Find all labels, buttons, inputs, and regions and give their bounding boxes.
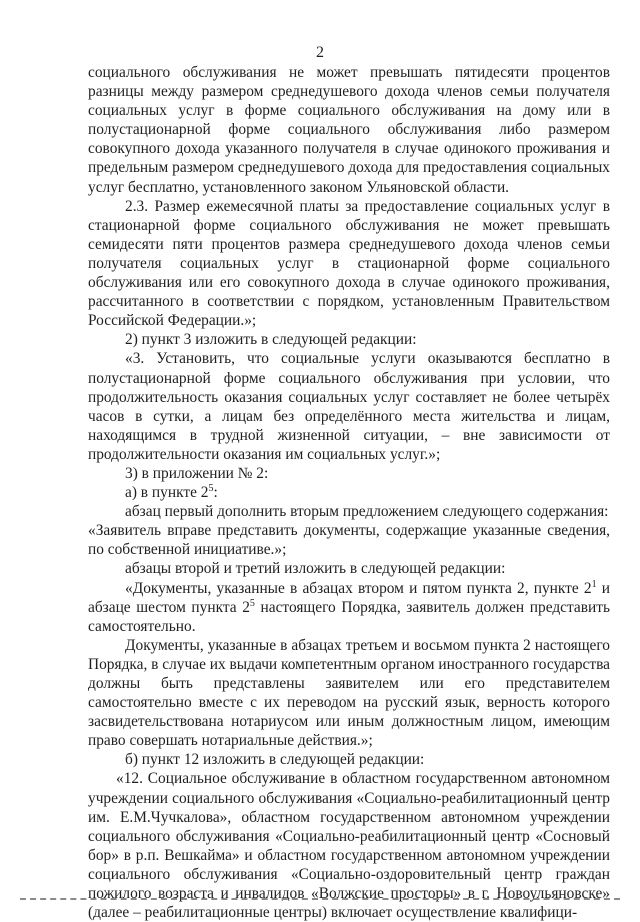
subitem-a-tail: : <box>213 484 218 502</box>
paragraph-quote-3: «3. Установить, что социальные услуги оказываются бесплатно в полустационарной форме социального обслуживания при условии, что продолжительность оказания социальных услуг составляет не более четырёх часов в сутки, а лицам без определённого места жительства и лицам, находящимся в трудной жизненной ситуации, – вне зависимости от продолжительности оказания им социальных услуг.»; <box>88 350 610 463</box>
paragraph-quote-12: «12. Социальное обслуживание в областном государственном автономном учреждении социального обслуживания «Социально-реабилитационный центр им. Е.М.Чучкалова», областном государственном автономном учреждении социального обслуживания «Социально-реабилитационный центр «Сосновый бор» в р.п. Вешкайма» и областном государственном автономном учреждении социального обслуживания «Социально-оздоровительный центр граждан пожилого возраста и инвалидов «Волжские просторы» в г. Новоульяновске» (далее – реабилитационные центры) включает осуществление квалифици- <box>88 770 610 922</box>
paragraph-item-2: 2) пункт 3 изложить в следующей редакции: <box>125 331 417 349</box>
paragraph-abzacy-2-3: абзацы второй и третий изложить в следующей редакции: <box>125 560 506 578</box>
paragraph-quote-applicant: «Заявитель вправе представить документы, содержащие указанные сведения, по собственной инициативе.»; <box>88 522 610 559</box>
documents-text-b: и абзаце шестом пункта 2 <box>88 579 610 616</box>
subitem-a-text: а) в пункте 2 <box>125 484 209 502</box>
paragraph-2-3: 2.3. Размер ежемесячной платы за предоставление социальных услуг в стационарной форме социального обслуживания не может превышать семидесяти пяти процентов размера среднедушевого дохода членов семьи получателя социальных услуг в стационарной форме социального обслуживания или его совокупного дохода в случае одинокого проживания, рассчитанного в соответствии с порядком, установленным Правительством Российской Федерации.»; <box>88 197 610 330</box>
superscript: 1 <box>591 578 597 590</box>
superscript: 5 <box>249 597 255 609</box>
paragraph-subitem-a <box>88 483 610 502</box>
page-number: 2 <box>316 44 324 61</box>
paragraph-quote-documents <box>88 579 610 636</box>
paragraph-subitem-b: б) пункт 12 изложить в следующей редакции: <box>125 751 425 769</box>
documents-text-c: настоящего Порядка, заявитель должен представить самостоятельно. <box>88 598 610 635</box>
page-bottom-edge <box>20 898 620 900</box>
paragraph-abzac-1: абзац первый дополнить вторым предложением следующего содержания: <box>125 503 609 521</box>
documents-text-a: «Документы, указанные в абзацах втором и пятом пункта 2, пункте 2 <box>125 579 592 597</box>
paragraph-continuation: социального обслуживания не может превышать пятидесяти процентов разницы между размером среднедушевого дохода членов семьи получателя социальных услуг в форме социального обслуживания на дому или в полустационарной форме социального обслуживания либо размером совокупного дохода указанного получателя в случае одинокого проживания и предельным размером среднедушевого дохода для предоставления социальных услуг бесплатно, установленного законом Ульяновской области. <box>88 64 610 196</box>
document-body <box>88 63 610 922</box>
superscript: 5 <box>208 482 214 494</box>
paragraph-foreign-documents: Документы, указанные в абзацах третьем и восьмом пункта 2 настоящего Порядка, в случае их выдачи компетентным органом иностранного государства должны быть представлены заявителем или его представителем самостоятельно вместе с их переводом на русский язык, верность которого засвидетельствована нотариусом или иным должностным лицом, имеющим право совершать нотариальные действия.»; <box>88 636 610 750</box>
paragraph-item-3: 3) в приложении № 2: <box>125 464 269 482</box>
